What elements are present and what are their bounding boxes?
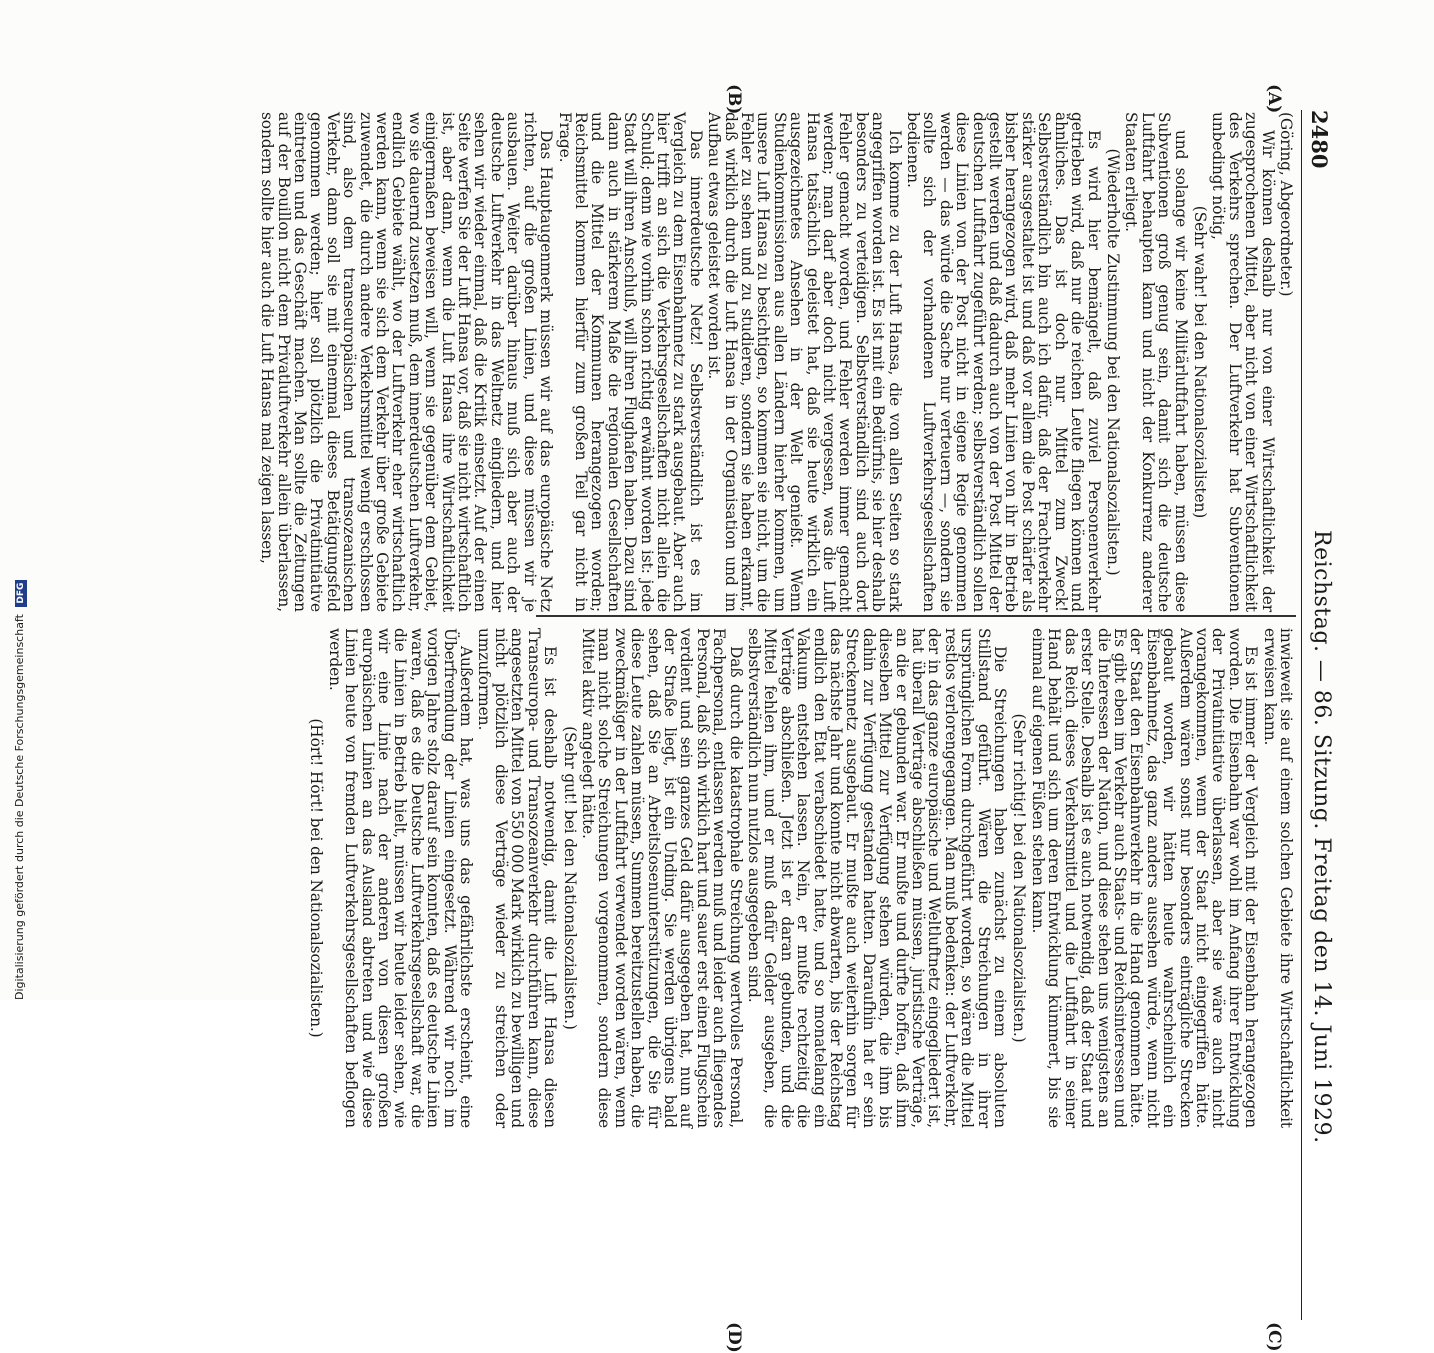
paragraph: Es wird hier bemängelt, daß zuviel Personenverkehr getrieben wird, daß nur die reichen Leute fliegen können und ähnliches. Das ist doch nur Mittel zum Zweck! Selbstverständlich bin auch ich dafür, daß der Frachtverkehr stärker ausgestaltet ist und daß vor allem die Post schärfer als bisher herangezogen wird, daß mehr Linien von ihr in Betrieb gestellt werden und daß dadurch auch von der Post Mittel der deutschen Luftfahrt zugeführt werden; selbstverständlich sollen diese Linien von der Post nicht in eigene Regie genommen werden — das würde die Sache nur verteuern —, sondern sie sollte sich der vorhandenen Luftverkehrsgesellschaften bedienen. [904, 112, 1103, 612]
paragraph: Daß durch die katastrophale Streichung wertvolles Personal, Fachpersonal, entlassen werden muß und leider auch fliegendes Personal, daß sich wirklich hart und sauer erst einen Flugschein verdient und sein ganzes Geld dafür ausgegeben hat, nun auf der Straße liegt, ist ein Unding. Sie werden übrigens bald sehen, daß Sie an Arbeitslosenunterstützungen, die Sie für diese Leute zahlen müssen, Summen bereitzustellen haben, die zweckmäßiger in der Luftfahrt verwendet worden wären, wenn man nicht solche Streichungen vorgenommen, sondern diese Mittel aktiv angelegt hätte. [578, 628, 745, 1128]
margin-mark-b: (B) [724, 84, 744, 115]
interjection: (Sehr wahr! bei den Nationalsozialisten) [1190, 205, 1209, 519]
paragraph: Ich komme zu der Luft Hansa, die von allen Seiten so stark angegriffen worden ist. Es ist mit ein Bedürfnis, sie hier deshalb besonders zu verteidigen. Selbstverständlich sind auch dort Fehler gemacht worden, und Fehler werden immer gemacht werden; man darf aber doch nicht vergessen, was die Luft Hansa tatsächlich geleistet hat, daß sie heute wirklich ein ausgezeichnetes Ansehen in der Welt genießt. Wenn Studienkommissionen aus allen Ländern hierher kommen, um unsere Luft Hansa zu besichtigen, so kommen sie nicht, um die Fehler zu sehen und zu studieren, sondern sie haben erkannt, daß wirklich durch die Luft Hansa in der Organisation und im Aufbau etwas geleistet worden ist. [705, 112, 904, 612]
margin-mark-d: (D) [724, 1322, 744, 1353]
interjection: (Hört! Hört! bei den Nationalsozialisten.) [307, 718, 326, 1038]
paragraph: Das Hauptaugenmerk müssen wir auf das europäische Netz richten, auf die großen Linien, und diese müssen wir je ausbauen. Weiter darüber hinaus muß sich aber auch der deutsche Luftverkehr in das Weltnetz eingliedern, und hier sehen wir wieder einmal, daß die Kritik einsetzt. Auf der einen Seite werfen Sie der Luft Hansa vor, daß sie nicht wirtschaftlich ist, aber dann, wenn die Luft Hansa ihre Wirtschaftlichkeit einigermaßen beweisen will, wenn sie gegenüber dem Gebiet, wo sie dauernd zusetzen muß, dem innerdeutschen Luftverkehr, endlich Gebiete wählt, wo der Luftverkehr eher wirtschaftlich werden kann, wenn sie sich dem Verkehr über große Gebiete zuwendet, die durch andere Verkehrsmittel wenig erschlossen sind, also dem transeuropäischen und transozeanischen Verkehr, dann soll sie mit einemmal dieses Betätigungsfeld genommen werden; hier soll plötzlich die Privatinitiative eintreten und das Geschäft machen. Man sollte die Zeitungen auf der Bouillon nicht dem Privatluftverkehr allein überlassen, sondern sollte hier auch die Luft Hansa mal zeigen lassen, [258, 112, 556, 612]
funding-footer [0, 582, 26, 1000]
funding-note: Digitalisierung gefördert durch die Deutsche Forschungsgemeinschaft [13, 614, 26, 1000]
column-divider [536, 615, 1296, 617]
paragraph: inwieweit sie auf einem solchen Gebiete ihre Wirtschaftlichkeit erweisen kann. [1260, 628, 1295, 1128]
speaker-label: (Göring, Abgeordneter.) [1277, 112, 1295, 297]
dfg-logo: DFG [15, 580, 27, 607]
paragraph: Wir können deshalb nur von einer Wirtschaftlichkeit der zugesprochenen Mittel, aber nicht von einer Wirtschaftlichkeit des Verkehrs sprechen. Der Luftverkehr hat Subventionen unbedingt nötig, [1209, 112, 1277, 612]
page-number: 2480 [1307, 110, 1332, 169]
margin-mark-a: (A) [1264, 84, 1284, 114]
paragraph: Außerdem hat, was uns das gefährlichste erscheint, eine Überfremdung der Linien eingesetzt. Während wir noch im vorigen Jahre stolz darauf sein konnten, daß es deutsche Linien waren, daß es die Deutsche Luftverkehrsgesellschaft war, die die Linien in Betrieb hielt, müssen wir heute leider sehen, wie wir eine Linie nach der anderen von diesen großen europäischen Linien an das Ausland abtreten und wie diese Linien heute von fremden Luftverkehrsgesellschaften beflogen werden. [325, 628, 476, 1128]
interjection: (Sehr gut! bei den Nationalsozialisten.) [560, 726, 579, 1030]
right-column [307, 628, 1295, 1128]
paragraph: Das innerdeutsche Netz! Selbstverständlich ist es im Vergleich zu dem Eisenbahnnetz zu stark ausgebaut. Aber auch hier trifft an sich die Verkehrsgesellschaften nicht allein die Schuld; denn wie vorhin schon richtig erwähnt worden ist: jede Stadt will ihren Anschluß, will ihren Flughafen haben. Dazu sind dann auch in stärkerem Maße die regionalen Gesellschaften und die Mittel der Kommunen herangezogen worden; Reichsmittel kommen hierfür zum großen Teil gar nicht in Frage. [555, 112, 705, 612]
paragraph: Es ist deshalb notwendig, damit die Luft Hansa diesen Transeuropa- und Transozeanverkehr durchführen kann, diese angesetzten Mittel von 550 000 Mark wirklich zu bewilligen und nicht plötzlich diese Verträge wieder zu streichen oder umzuformen. [475, 628, 560, 1128]
margin-mark-c: (C) [1264, 1322, 1284, 1352]
left-column [258, 112, 1295, 612]
page-header [1301, 110, 1336, 1320]
paragraph: Die Streichungen haben zunächst zu einem absoluten Stillstand geführt. Wären die Streichungen in ihrer ursprünglichen Form durchgeführt worden, so wären die Mittel restlos verlorengegangen. Man muß bedenken: der Luftverkehr, der in das ganze europäische und Weltluftnetz eingegliedert ist, hat überall Verträge abschließen müssen, juristische Verträge, an die er gebunden war. Er mußte und durfte hoffen, daß ihm dieselben Mittel zur Verfügung stehen würden, die ihm bis dahin zur Verfügung gestanden hatten. Daraufhin hat er sein Streckennetz ausgebaut. Er mußte auch weiterhin sorgen für das nächste Jahr und konnte nicht abwarten, bis der Reichstag endlich den Etat verabschiedet hatte, und so monatelang ein Vakuum entstehen lassen. Nein, er mußte rechtzeitig die Verträge abschließen. Jetzt ist er daran gebunden, und die Mittel fehlen ihm, und er muß dafür Gelder ausgeben, die selbstverständlich nun nutzlos ausgegeben sind. [745, 628, 1010, 1128]
interjection: (Sehr richtig! bei den Nationalsozialisten.) [1010, 713, 1029, 1043]
interjection: (Wiederholte Zustimmung bei den Nationalsozialisten.) [1103, 148, 1122, 576]
paragraph: Es ist immer der Vergleich mit der Eisenbahn herangezogen worden. Die Eisenbahn war wohl im Anfang ihrer Entwicklung der Privatinitiative überlassen, aber sie wäre auch nicht vorangekommen, wenn der Staat nicht eingegriffen hätte. Außerdem wären sonst nur besonders einträgliche Strecken gebaut worden, wir hätten heute wahrscheinlich ein Eisenbahnnetz, das ganz anders aussehen würde, wenn nicht der Staat den Eisenbahnverkehr in die Hand genommen hätte. Es gibt eben im Verkehr auch Staats- und Reichsinteressen und die Interessen der Nation, und diese stehen uns wenigstens an erster Stelle. Deshalb ist es auch notwendig, daß der Staat und das Reich dieses Verkehrsmittel und die Luftfahrt in seiner Hand behält und sich um deren Entwicklung kümmert, bis sie einmal auf eigenen Füßen stehen kann. [1028, 628, 1261, 1128]
page-title: Reichstag. — 86. Sitzung. Freitag den 14. Juni 1929. [1309, 530, 1334, 1144]
paragraph: und solange wir keine Militärluftfahrt haben, müssen diese Subventionen groß genug sein, damit sich die deutsche Luftfahrt behaupten kann und nicht der Konkurrenz anderer Staaten erliegt. [1122, 112, 1190, 612]
